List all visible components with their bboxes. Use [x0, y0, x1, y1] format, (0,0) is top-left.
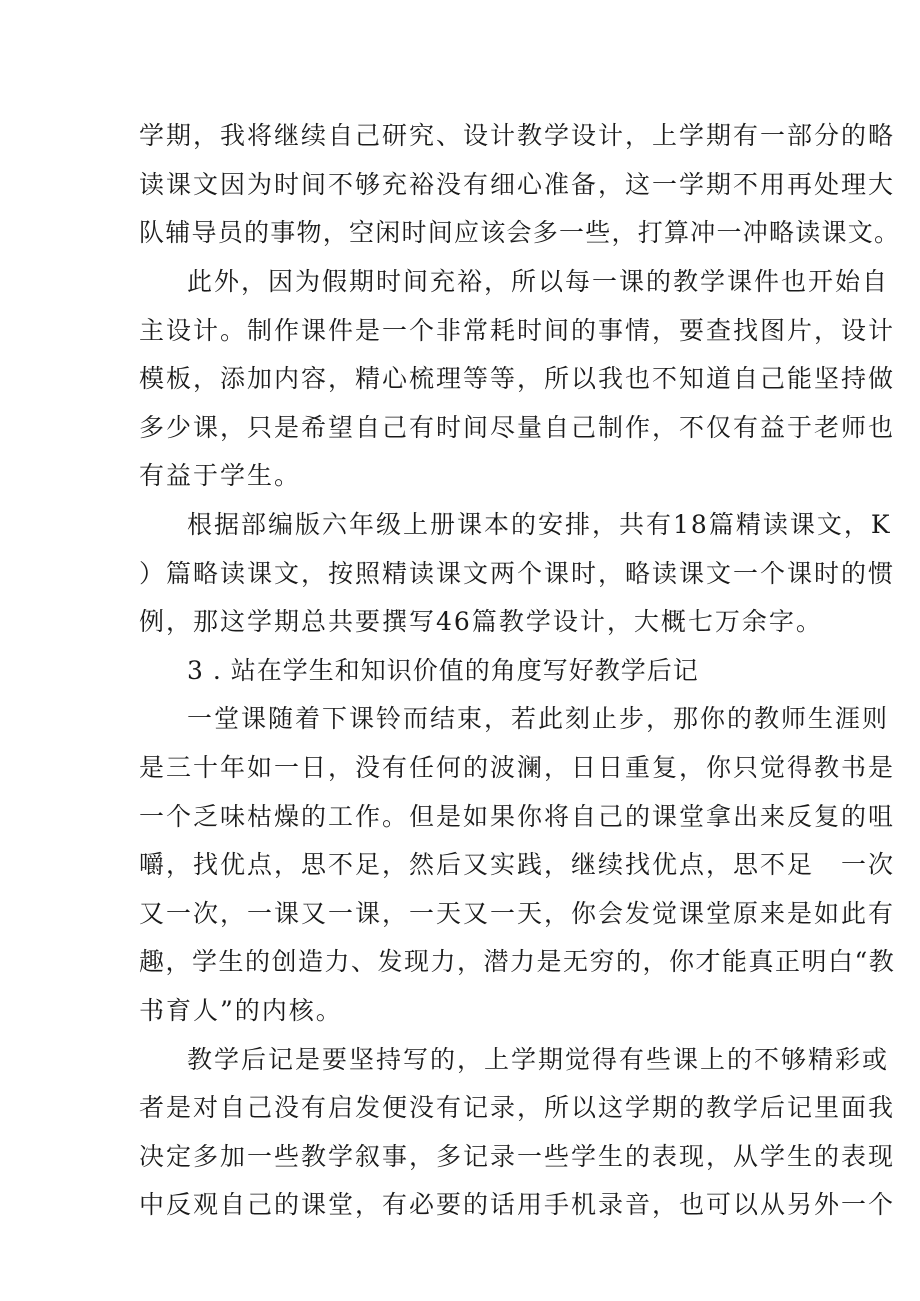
paragraph-2-line-5: 有益于学生。 [139, 461, 302, 490]
paragraph-1-line-3: 队辅导员的事物，空闲时间应该会多一些，打算冲一冲略读课文。 [139, 218, 901, 247]
paragraph-1-line-2: 读课文因为时间不够充裕没有细心准备，这一学期不用再处理大 [139, 170, 896, 199]
paragraph-1-line-1: 学期，我将继续自己研究、设计教学设计，上学期有一部分的略 [139, 121, 896, 150]
paragraph-4-line-7: 书育人”的内核。 [139, 996, 343, 1025]
paragraph-4-line-4: 嚼，找优点，思不足，然后又实践，继续找优点，思不足 一次 [139, 850, 896, 879]
paragraph-5-line-1: 教学后记是要坚持写的，上学期觉得有些课上的不够精彩或 [187, 1045, 890, 1074]
paragraph-4-line-1: 一堂课随着下课铃而结束，若此刻止步，那你的教师生涯则 [187, 704, 890, 733]
paragraph-2-line-4: 多少课，只是希望自己有时间尽量自己制作，不仅有益于老师也 [139, 413, 896, 442]
paragraph-4-line-2: 是三十年如一日，没有任何的波澜，日日重复，你只觉得教书是 [139, 753, 896, 782]
paragraph-2-line-1: 此外，因为假期时间充裕，所以每一课的教学课件也开始自 [187, 267, 890, 296]
paragraph-3-line-2: ）篇略读课文，按照精读课文两个课时，略读课文一个课时的惯 [139, 559, 896, 588]
paragraph-3-line-3: 例，那这学期总共要撰写46篇教学设计，大概七万余字。 [139, 607, 823, 636]
section-heading-3: 3 . 站在学生和知识价值的角度写好教学后记 [187, 656, 699, 685]
paragraph-4-line-5: 又一次，一课又一课，一天又一天，你会发觉课堂原来是如此有 [139, 899, 896, 928]
paragraph-3-line-1: 根据部编版六年级上册课本的安排，共有18篇精读课文，K [187, 510, 892, 539]
paragraph-5-line-3: 决定多加一些教学叙事，多记录一些学生的表现，从学生的表现 [139, 1142, 896, 1171]
paragraph-2-line-3: 模板，添加内容，精心梳理等等，所以我也不知道自己能坚持做 [139, 364, 896, 393]
paragraph-2-line-2: 主设计。制作课件是一个非常耗时间的事情，要查找图片，设计 [139, 316, 896, 345]
paragraph-5-line-2: 者是对自己没有启发便没有记录，所以这学期的教学后记里面我 [139, 1093, 896, 1122]
paragraph-5-line-4: 中反观自己的课堂，有必要的话用手机录音，也可以从另外一个 [139, 1190, 896, 1219]
paragraph-4-line-3: 一个乏味枯燥的工作。但是如果你将自己的课堂拿出来反复的咀 [139, 802, 896, 831]
paragraph-4-line-6: 趣，学生的创造力、发现力，潜力是无穷的，你才能真正明白“教 [139, 947, 896, 976]
